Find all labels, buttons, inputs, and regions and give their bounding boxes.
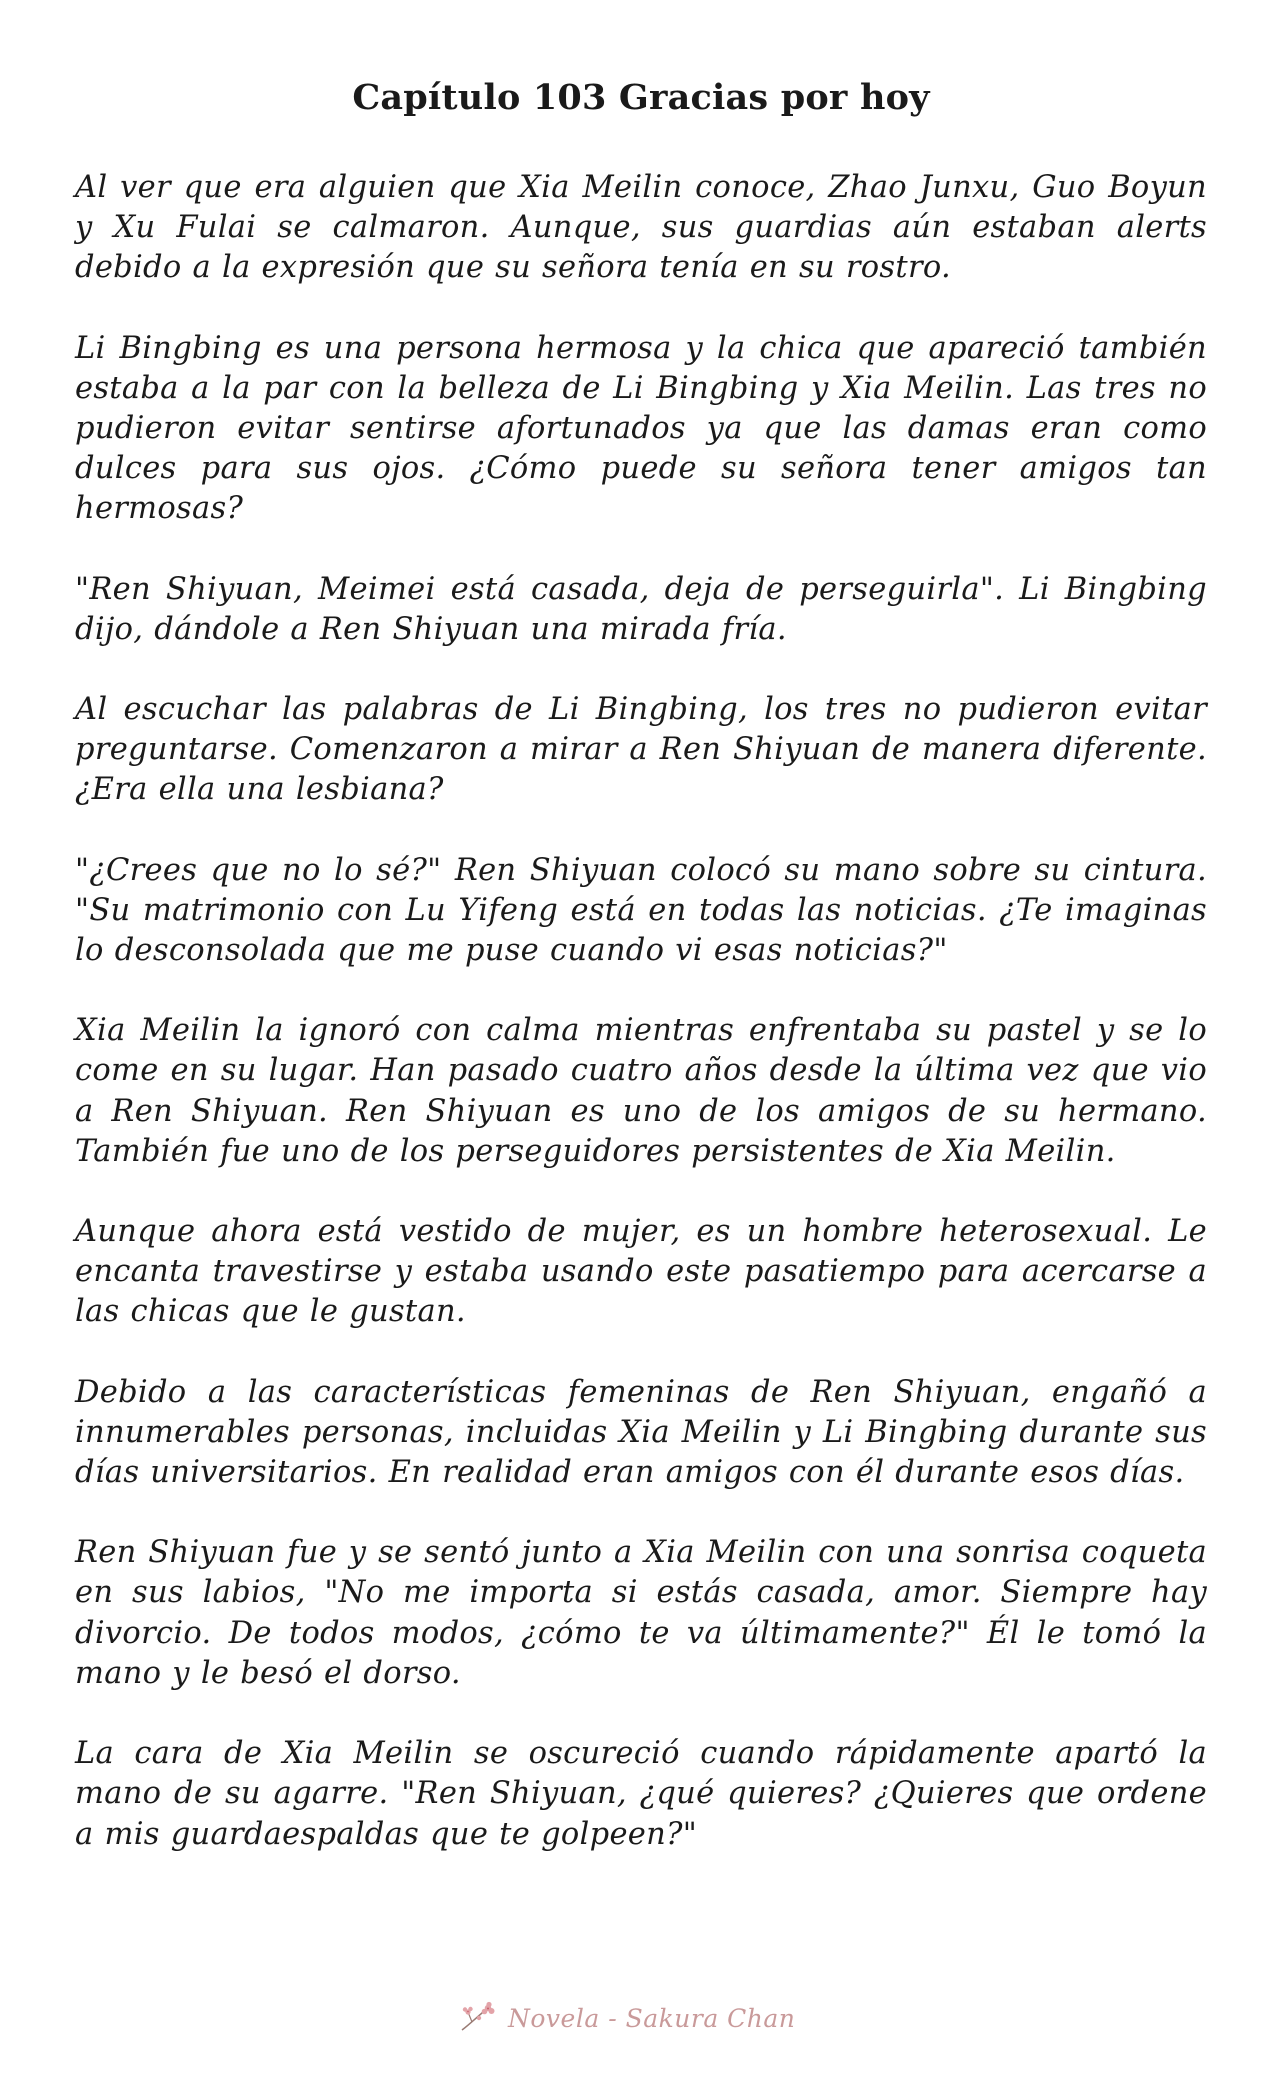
paragraph-8: Debido a las características femeninas de Ren Shiyuan, engañó a innumerables personas, incluidas Xia Meilin y Li Bingbing durante sus días universitarios. En realidad eran amigos con él durante esos días. <box>75 1374 1207 1491</box>
paragraph-3: "Ren Shiyuan, Meimei está casada, deja de perseguirla". Li Bingbing dijo, dándole a Ren Shiyuan una mirada fría. <box>75 571 1207 647</box>
watermark <box>458 2000 795 2036</box>
watermark-text: Novela - Sakura Chan <box>508 2003 796 2033</box>
paragraph-5: "¿Crees que no lo sé?" Ren Shiyuan colocó su mano sobre su cintura. "Su matrimonio con Lu Yifeng está en todas las noticias. ¿Te imaginas lo desconsolada que me puse cuando vi esas noticias?" <box>75 852 1207 969</box>
paragraph-7: Aunque ahora está vestido de mujer, es un hombre heterosexual. Le encanta travestirse y estaba usando este pasatiempo para acercarse a las chicas que le gustan. <box>75 1214 1207 1330</box>
sakura-blossom-icon <box>458 2000 498 2036</box>
paragraph-1: Al ver que era alguien que Xia Meilin conoce, Zhao Junxu, Guo Boyun y Xu Fulai se calmaron. Aunque, sus guardias aún estaban alerts debido a la expresión que su señora tenía en su rostro. <box>75 170 1207 286</box>
paragraph-6: Xia Meilin la ignoró con calma mientras enfrentaba su pastel y se lo come en su lugar. Han pasado cuatro años desde la última vez que vio a Ren Shiyuan. Ren Shiyuan es uno de los amigos de su hermano. También fue uno de los perseguidores persistentes de Xia Meilin. <box>75 1013 1207 1169</box>
chapter-title: Capítulo 103 Gracias por hoy <box>352 77 930 118</box>
paragraph-10: La cara de Xia Meilin se oscureció cuando rápidamente apartó la mano de su agarre. "Ren Shiyuan, ¿qué quieres? ¿Quieres que ordene a mis guardaespaldas que te golpeen?" <box>75 1736 1207 1852</box>
paragraph-2: Li Bingbing es una persona hermosa y la chica que apareció también estaba a la par con la belleza de Li Bingbing y Xia Meilin. Las tres no pudieron evitar sentirse afortunados ya que las damas eran como dulces para sus ojos. ¿Cómo puede su señora tener amigos tan hermosas? <box>75 330 1207 527</box>
paragraph-4: Al escuchar las palabras de Li Bingbing, los tres no pudieron evitar preguntarse. Comenzaron a mirar a Ren Shiyuan de manera diferente. ¿Era ella una lesbiana? <box>75 692 1207 808</box>
paragraph-9: Ren Shiyuan fue y se sentó junto a Xia Meilin con una sonrisa coqueta en sus labios, "No me importa si estás casada, amor. Siempre hay divorcio. De todos modos, ¿cómo te va últimamente?" Él le tomó la mano y le besó el dorso. <box>75 1535 1207 1691</box>
